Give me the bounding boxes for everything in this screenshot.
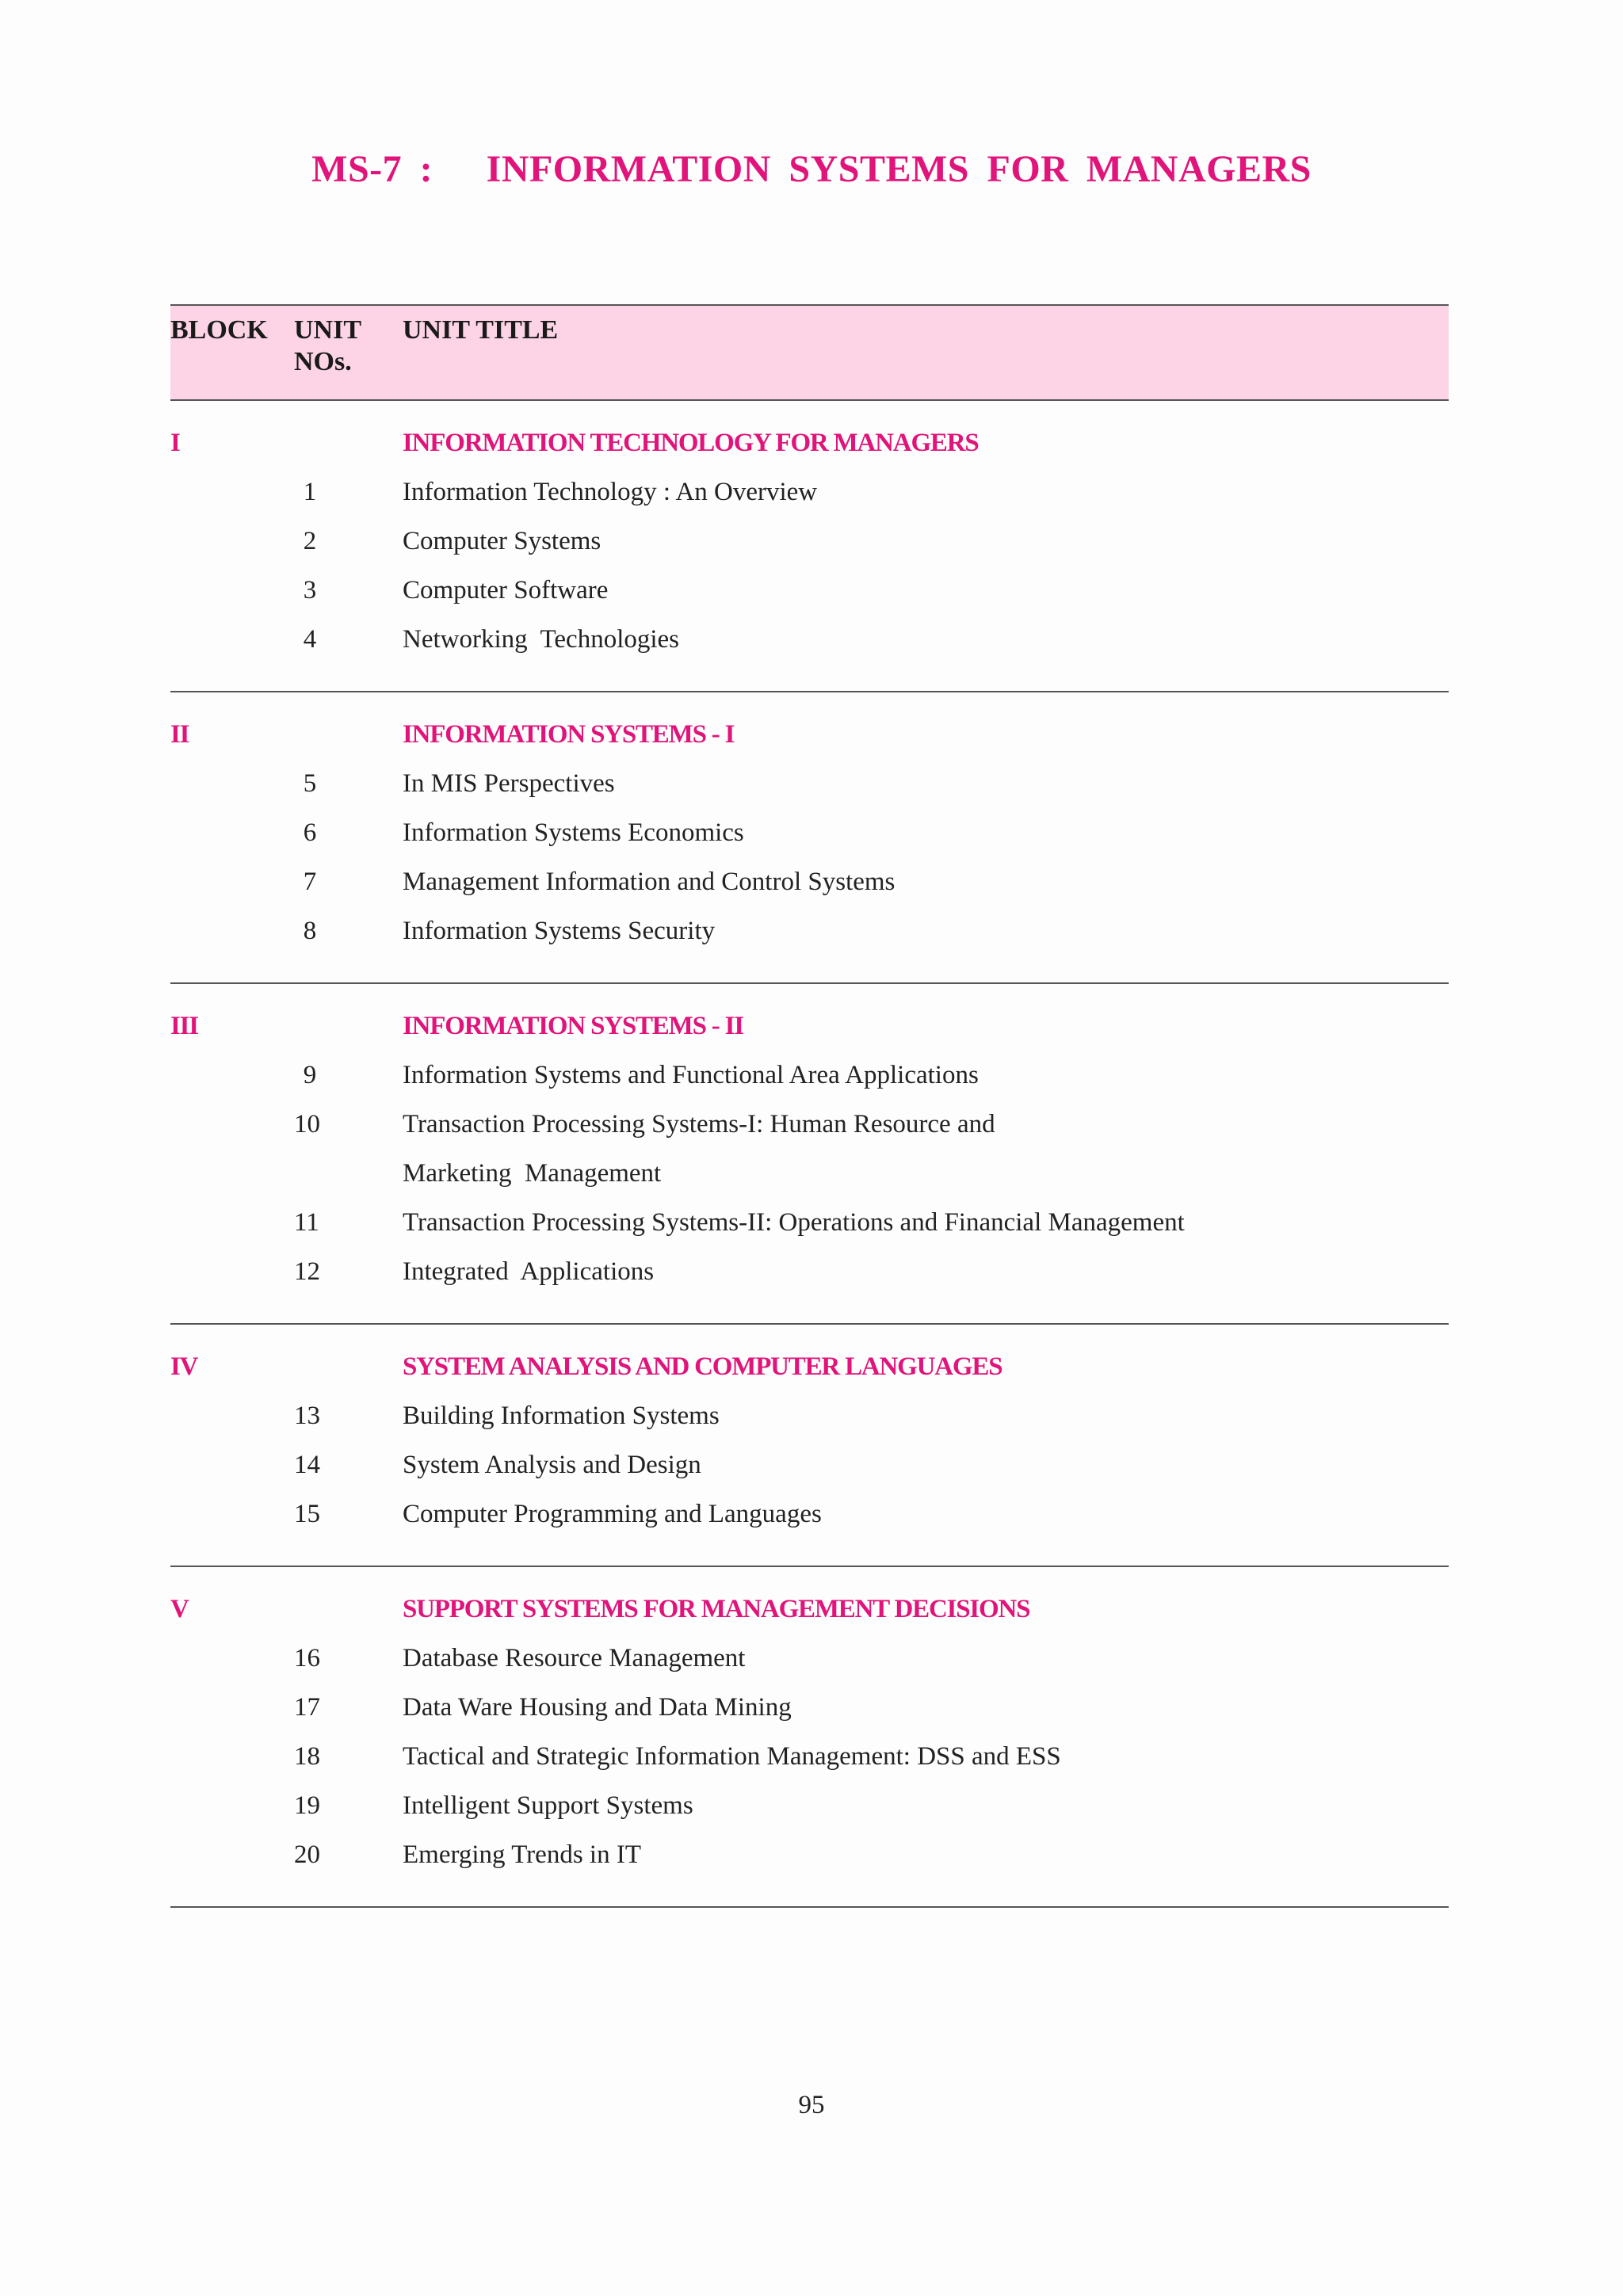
block-number: I: [170, 429, 180, 457]
unit-title: Marketing Management: [403, 1159, 662, 1188]
header-unit-line2: NOs.: [294, 347, 352, 376]
block-heading-row: [170, 1585, 1449, 1634]
unit-row: [170, 906, 1449, 955]
unit-number: 6: [303, 818, 317, 847]
unit-title: Networking Technologies: [403, 625, 680, 654]
unit-title: Data Ware Housing and Data Mining: [403, 1693, 792, 1722]
block-title: INFORMATION TECHNOLOGY FOR MANAGERS: [403, 429, 979, 457]
page-number: 95: [798, 2091, 825, 2119]
block-section: [170, 1325, 1449, 1567]
unit-title: Integrated Applications: [403, 1257, 655, 1286]
unit-number: 3: [303, 576, 317, 605]
unit-row: [170, 1634, 1449, 1683]
unit-row: [170, 1732, 1449, 1781]
block-heading-row: [170, 1001, 1449, 1051]
unit-number: 7: [303, 868, 317, 896]
block-number: II: [170, 720, 189, 749]
header-unit-line1: UNIT: [294, 315, 362, 345]
unit-number: 16: [294, 1644, 320, 1672]
unit-row: [170, 467, 1449, 517]
unit-number: 2: [303, 527, 317, 555]
unit-title: Transaction Processing Systems-II: Operations and Financial Management: [403, 1208, 1185, 1237]
unit-row: [170, 1198, 1449, 1247]
header-unit-nos: [294, 315, 361, 378]
unit-number: 4: [303, 625, 317, 654]
page-title: MS-7 : INFORMATION SYSTEMS FOR MANAGERS: [311, 148, 1312, 190]
unit-number: 15: [294, 1500, 320, 1528]
unit-title: In MIS Perspectives: [403, 769, 615, 798]
unit-title: Tactical and Strategic Information Management: DSS and ESS: [403, 1742, 1061, 1771]
block-number: V: [170, 1595, 189, 1623]
block-heading-row: [170, 1342, 1449, 1391]
unit-row: [170, 1781, 1449, 1830]
unit-row: [170, 1440, 1449, 1489]
unit-row: [170, 517, 1449, 566]
unit-number: 19: [294, 1791, 320, 1820]
unit-row: [170, 615, 1449, 664]
unit-row: [170, 1830, 1449, 1879]
unit-title: Information Systems Economics: [403, 818, 744, 847]
block-heading-row: [170, 418, 1449, 467]
unit-title: Information Technology : An Overview: [403, 478, 818, 506]
blocks-container: [170, 401, 1449, 1908]
unit-title: Emerging Trends in IT: [403, 1840, 641, 1869]
block-title: SYSTEM ANALYSIS AND COMPUTER LANGUAGES: [403, 1352, 1002, 1381]
unit-row: [170, 1100, 1449, 1149]
unit-number: 13: [294, 1402, 320, 1430]
unit-title: Computer Programming and Languages: [403, 1500, 822, 1528]
unit-title: Transaction Processing Systems-I: Human Resource and: [403, 1110, 995, 1138]
unit-row: [170, 857, 1449, 906]
block-title: SUPPORT SYSTEMS FOR MANAGEMENT DECISIONS: [403, 1595, 1030, 1623]
unit-number: 20: [294, 1840, 320, 1869]
unit-number: 14: [294, 1451, 320, 1479]
unit-title: Computer Systems: [403, 527, 601, 555]
unit-number: 17: [294, 1693, 320, 1722]
block-number: IV: [170, 1352, 198, 1381]
unit-number: 9: [303, 1061, 317, 1089]
unit-row: [170, 1051, 1449, 1100]
unit-row: [170, 808, 1449, 857]
unit-title: Computer Software: [403, 576, 609, 605]
table-header: [170, 304, 1449, 401]
block-section: [170, 984, 1449, 1325]
header-block: BLOCK: [170, 315, 268, 345]
block-heading-row: [170, 710, 1449, 759]
unit-number: 5: [303, 769, 317, 798]
block-section: [170, 1567, 1449, 1908]
block-title: INFORMATION SYSTEMS - II: [403, 1012, 743, 1040]
unit-title: Management Information and Control Systems: [403, 868, 896, 896]
unit-row: [170, 566, 1449, 615]
header-unit-title: UNIT TITLE: [403, 315, 559, 345]
block-number: III: [170, 1012, 198, 1040]
block-section: [170, 692, 1449, 984]
unit-title: Information Systems and Functional Area Applications: [403, 1061, 979, 1089]
unit-row: [170, 1247, 1449, 1296]
block-title: INFORMATION SYSTEMS - I: [403, 720, 735, 749]
unit-number: 8: [303, 917, 317, 945]
unit-title: System Analysis and Design: [403, 1451, 701, 1479]
unit-title: Database Resource Management: [403, 1644, 746, 1672]
unit-row: [170, 1683, 1449, 1732]
unit-number: 12: [294, 1257, 320, 1286]
unit-title: Intelligent Support Systems: [403, 1791, 693, 1820]
unit-number: 11: [294, 1208, 319, 1237]
syllabus-table: [170, 304, 1449, 1908]
unit-title: Information Systems Security: [403, 917, 716, 945]
block-section: [170, 401, 1449, 692]
unit-number: 10: [294, 1110, 320, 1138]
unit-row: [170, 1149, 1449, 1198]
unit-row: [170, 1391, 1449, 1440]
unit-row: [170, 759, 1449, 808]
unit-row: [170, 1489, 1449, 1539]
unit-title: Building Information Systems: [403, 1402, 720, 1430]
unit-number: 1: [303, 478, 317, 506]
unit-number: 18: [294, 1742, 320, 1771]
